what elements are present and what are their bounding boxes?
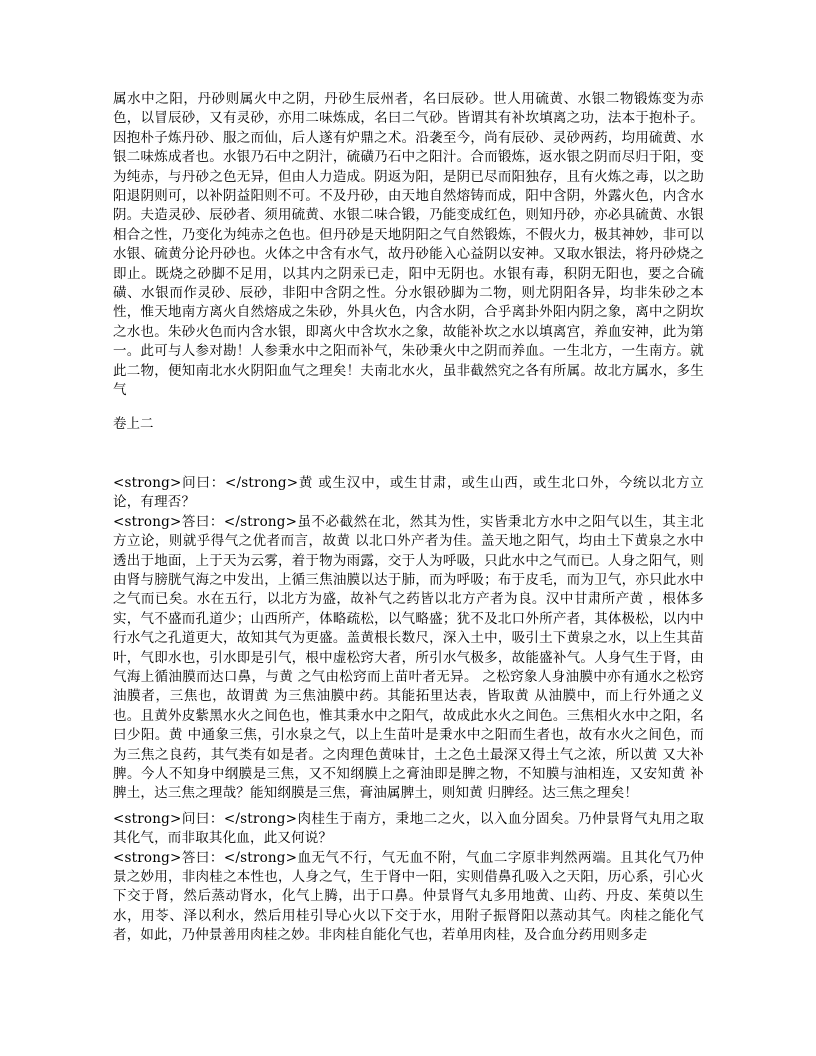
answer-huangqi: <strong>答曰：</strong>虽不必截然在北，然其为性，实皆秉北方水中之阳气以生，其主北方立论，则就乎得气之优者而言，故黄 以北口外产者为佳。盖天地之阳气，均由土下黄泉之水中透出于地面，上于天为云雾，着于物为雨露，交于人为呼吸，只此水中之气而已。人身之阳气，则由肾与膀胱气海之中发出，上循三焦油膜以达于肺，而为呼吸；布于皮毛，而为卫气，亦只此水中之气而已矣。水在五行，以北方为盛，故补气之药皆以北方产者为良。汉中甘肃所产黄 ，根体多实，气不盛而孔道少；山西所产，体略疏松，以气略盛；犹不及北口外所产者，其体极松，以内中行水气之孔道更大，故知其气为更盛。盖黄根长数尺，深入土中，吸引土下黄泉之水，以上生其苗叶，气即水也，引水即是引气，根中虚松窍大者，所引水气极多，故能盛补气。人身气生于肾，由气海上循油膜而达口鼻，与黄 之气由松窍而上苗叶者无异。 之松窍象人身油膜中亦有通水之松窍油膜者，三焦也，故谓黄 为三焦油膜中药。其能拓里达表，皆取黄 从油膜中，而上行外通之义也。且黄外皮紫黑水火之间色也，惟其秉水中之阳气，故成此水火之间色。三焦相火水中之阳，名曰少阳。黄 中通象三焦，引水泉之气，以上生苗叶是秉水中之阳而生者也，故有水火之间色，而为三焦之良药，其气类有如是者。之肉理色黄味甘，土之色土最深又得土气之浓，所以黄 又大补脾。今人不知身中纲膜是三焦，又不知纲膜上之膏油即是脾之物，不知膜与油相连，又安知黄 补脾土，达三焦之理哉？能知纲膜是三焦，膏油属脾土，则知黄 归脾经。达三焦之理矣！ — [113, 513, 704, 802]
answer-rougui: <strong>答曰：</strong>血无气不行，气无血不附，气血二字原非判然两端。且其化气乃仲景之妙用，非肉桂之本性也，人身之气，生于肾中一阳，实则借鼻孔吸入之天阳，历心系，引心火下交于肾，然后蒸动肾水，化气上腾，出于口鼻。仲景肾气丸多用地黄、山药、丹皮、茱萸以生水，用苓、泽以利水，然后用桂引导心火以下交于水，用附子振肾阳以蒸动其气。肉桂之能化气者，如此，乃仲景善用肉桂之妙。非肉桂自能化气也，若单用肉桂，及合血分药用则多走 — [113, 849, 704, 944]
opening-paragraph: 属水中之阳，丹砂则属火中之阴，丹砂生辰州者，名曰辰砂。世人用硫黄、水银二物锻炼变为赤色，以冒辰砂，又有灵砂，亦用二味炼成，名曰二气砂。皆谓其有补坎填离之功，法本于抱朴子。因抱朴子炼丹砂、服之而仙，后人遂有炉鼎之术。沿袭至今，尚有辰砂、灵砂两药，均用硫黄、水银二味炼成者也。水银乃石中之阴汁，硫磺乃石中之阳汁。合而锻炼，返水银之阴而尽归于阳，变为纯赤，与丹砂之色无异，但由人力造成。阴返为阳，是阴已尽而阳独存，且有火炼之毒，以之助阳退阴则可，以补阴益阳则不可。不及丹砂，由天地自然熔铸而成，阳中含阴，外露火色，内含水阴。夫造灵砂、辰砂者、须用硫黄、水银二味合锻，乃能变成红色，则知丹砂，亦必具硫黄、水银相合之性，乃变化为纯赤之色也。但丹砂是天地阴阳之气自然锻炼，不假火力，极其神妙，非可以水银、硫黄分论丹砂也。火体之中含有水气，故丹砂能入心益阴以安神。又取水银法，将丹砂烧之即止。既烧之砂脚不足用，以其内之阴汞已走，阳中无阴也。水银有毒，积阴无阳也，要之合硫磺、水银而作灵砂、辰砂，非阳中含阴之性。分水银砂脚为二物，则尤阴阳各异，均非朱砂之本性，惟天地南方离火自然熔成之朱砂，外具火色，内含水阴，合乎离卦外阳内阴之象，离中之阴坎之水也。朱砂火色而内含水银，即离火中含坎水之象，故能补坎之水以填离宫，养血安神，此为第一。此可与人参对勘！人参秉水中之阳而补气，朱砂秉火中之阴而养血。一生北方，一生南方。就此二物，便知南北水火阴阳血气之理矣！夫南北水火，虽非截然究之各有所属。故北方属水，多生气 — [113, 91, 704, 399]
question-huangqi: <strong>问曰：</strong>黄 或生汉中，或生甘肃，或生山西，或生北口外，今统以北方立论，有理否？ — [113, 474, 704, 511]
section-heading: 卷上二 — [113, 415, 154, 432]
question-rougui: <strong>问曰：</strong>肉桂生于南方，秉地二之火，以入血分固矣。乃仲景肾气丸用之取其化气，而非取其化血，此又何说？ — [113, 810, 704, 847]
